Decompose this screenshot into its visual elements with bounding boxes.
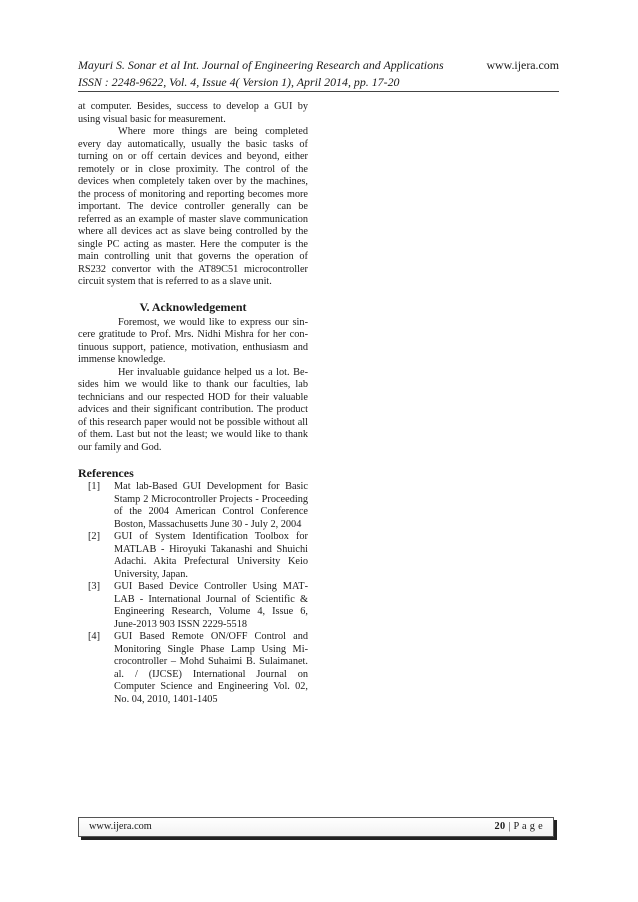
reference-item bbox=[78, 581, 308, 631]
left-column bbox=[78, 101, 308, 706]
page-word: | P a g e bbox=[508, 821, 543, 832]
reference-number: [3] bbox=[88, 581, 101, 592]
page-footer bbox=[78, 817, 554, 837]
reference-text: GUI Based Remote ON/OFF Control and Monitoring Single Phase Lamp Using Microcontroller – Mohd Suhaimi B. Sulaimanet. al. / (IJCSE) International Journal on Computer Science and Engineering Vol. 02, No. 04, 2010, 1401-1405 bbox=[114, 631, 308, 705]
running-header bbox=[78, 58, 559, 90]
reference-list bbox=[78, 481, 308, 706]
issn-line: ISSN : 2248-9622, Vol. 4, Issue 4( Version 1), April 2014, pp. 17-20 bbox=[78, 75, 400, 89]
reference-item bbox=[78, 531, 308, 581]
page-number: 20 bbox=[494, 821, 506, 832]
body-paragraph: Where more things are being completed every day automatically, usually the basic tasks of turning on or off certain devices and beyond, either remotely or in close proximity. The control of the devices when completely taken over by the machines, the process of monitoring and reporting becomes more important. The device controller generally can be referred as an example of master slave communication where all devices act as slave being controlled by the single PC acting as master. Here the computer is the main controlling unit that governs the operation of RS232 convertor with the AT89C51 microcontroller circuit system that is referred to as a slave unit. bbox=[78, 126, 308, 287]
acknowledgement-paragraph: Her invaluable guidance helped us a lot. Besides him we would like to thank our faculties, lab technicians and our respected HOD for their valuable advices and their significant contribution. The product of this research paper would not be possible without all of them. Last but not the least; we would like to thank our family and God. bbox=[78, 366, 308, 453]
reference-number: [4] bbox=[88, 631, 101, 642]
page-number-label bbox=[495, 821, 543, 832]
footer-website: www.ijera.com bbox=[89, 821, 152, 832]
reference-text: GUI of System Identification Toolbox for MATLAB - Hiroyuki Takanashi and Shuichi Adachi. Akita Prefectural University Keio University, Japan. bbox=[114, 531, 308, 580]
acknowledgement-paragraph: Foremost, we would like to express our sincere gratitude to Prof. Mrs. Nidhi Mishra for her continuous support, patience, motivation, enthusiasm and immense knowledge. bbox=[78, 316, 308, 365]
header-rule bbox=[78, 91, 559, 92]
journal-title: Mayuri S. Sonar et al Int. Journal of Engineering Research and Applications bbox=[78, 58, 444, 72]
reference-number: [1] bbox=[88, 481, 101, 492]
reference-text: Mat lab-Based GUI Development for Basic Stamp 2 Microcontroller Projects - Proceeding of the 2004 American Control Conference Boston, Massachusetts June 30 - July 2, 2004 bbox=[114, 481, 308, 530]
reference-number: [2] bbox=[88, 531, 101, 542]
header-website: www.ijera.com bbox=[486, 58, 559, 72]
reference-item bbox=[78, 631, 308, 706]
reference-text: GUI Based Device Controller Using MATLAB - International Journal of Scientific & Engineering Research, Volume 4, Issue 6, June-2013 903 ISSN 2229-5518 bbox=[114, 581, 308, 630]
reference-item bbox=[78, 481, 308, 531]
section-heading: V. Acknowledgement bbox=[139, 299, 247, 314]
body-paragraph: at computer. Besides, success to develop a GUI by using visual basic for measurement. bbox=[78, 101, 308, 125]
references-heading: References bbox=[78, 466, 134, 480]
